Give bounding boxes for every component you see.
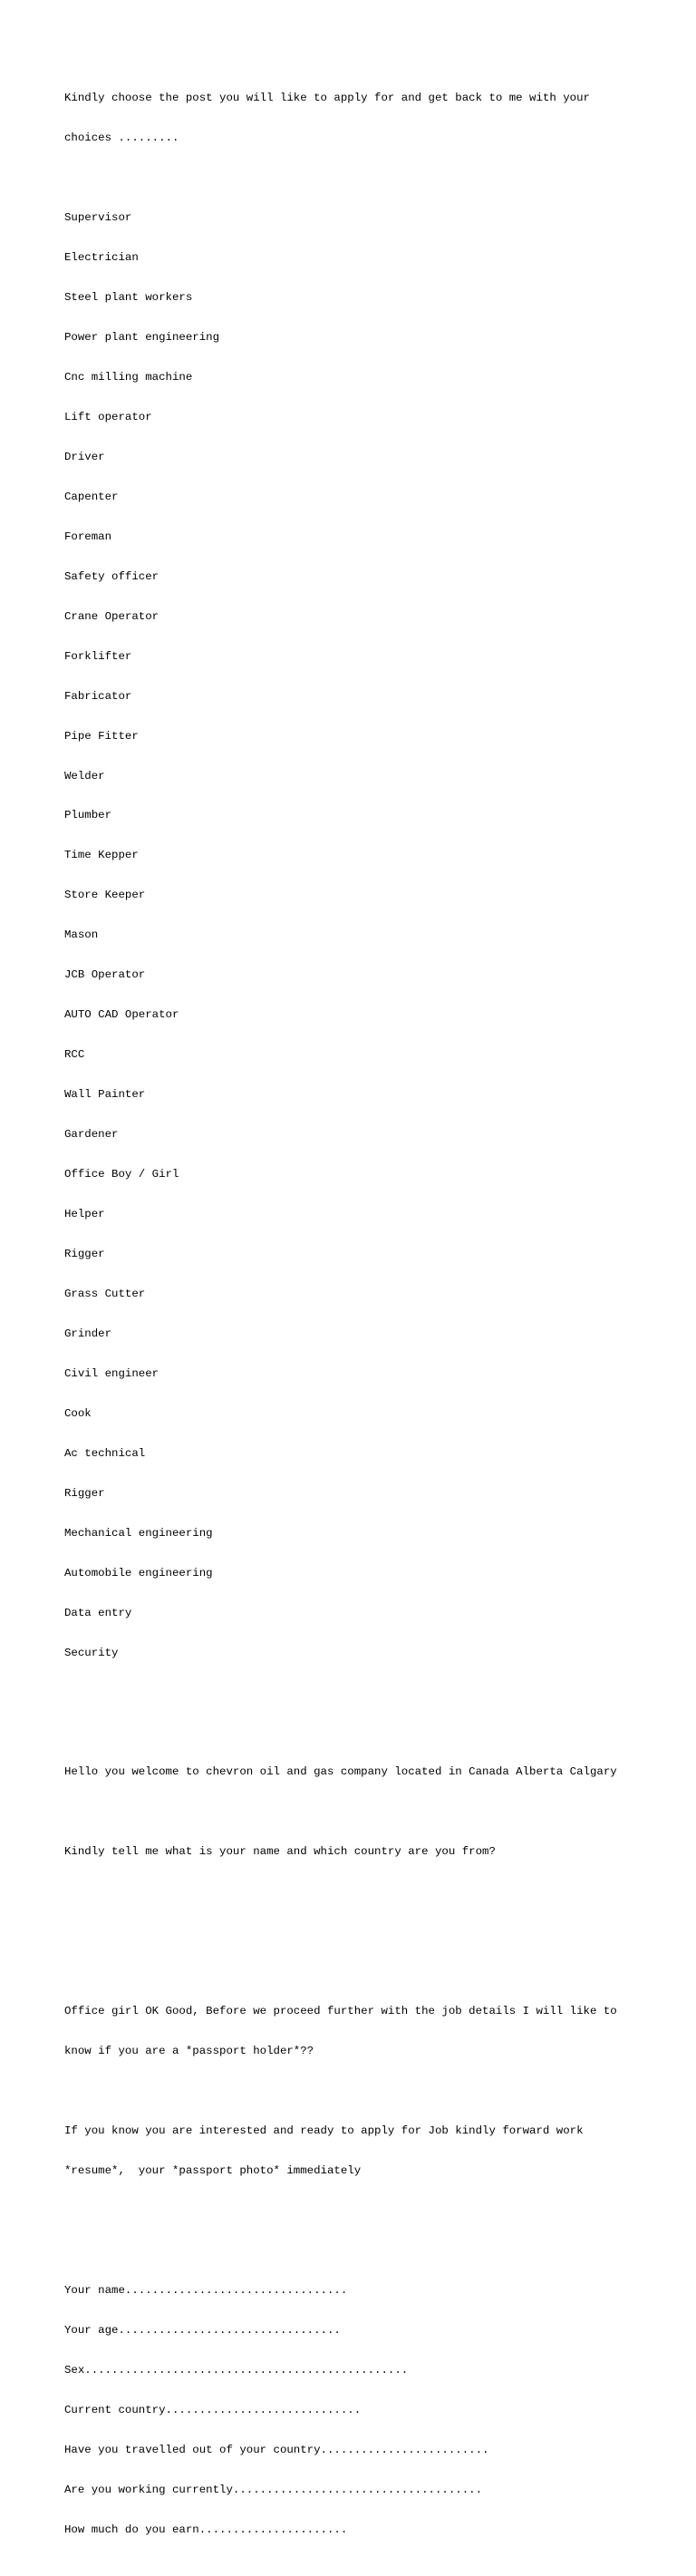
post-item: Capenter xyxy=(64,490,119,503)
form-field-sex: Sex................................................ xyxy=(64,2363,409,2377)
post-item: Welder xyxy=(64,769,105,783)
post-item: Time Kepper xyxy=(64,849,139,862)
post-item: Power plant engineering xyxy=(64,331,220,345)
intro-line-2: choices ......... xyxy=(64,131,179,145)
form-field-country: Current country............................. xyxy=(64,2403,362,2416)
blank-line xyxy=(64,2085,662,2098)
blank-line xyxy=(64,1965,662,1978)
passport-question-line-1: Office girl OK Good, Before we proceed further with the job details I will like to xyxy=(64,2005,617,2018)
post-item: AUTO CAD Operator xyxy=(64,1008,179,1022)
post-item: Store Keeper xyxy=(64,889,146,902)
post-item: Rigger xyxy=(64,1247,105,1260)
forward-request-line-1: If you know you are interested and ready to apply for Job kindly forward work xyxy=(64,2124,584,2137)
post-item: Civil engineer xyxy=(64,1366,160,1380)
post-item: JCB Operator xyxy=(64,968,146,982)
form-field-working: Are you working currently..................................... xyxy=(64,2483,483,2496)
post-item: Fabricator xyxy=(64,689,132,703)
post-item: Security xyxy=(64,1646,119,1659)
applicant-form xyxy=(64,2257,662,2562)
post-item: Automobile engineering xyxy=(64,1566,213,1580)
post-item: Data entry xyxy=(64,1606,132,1619)
post-item: Lift operator xyxy=(64,410,152,423)
intro-line-1: Kindly choose the post you will like to apply for and get back to me with your xyxy=(64,92,590,105)
forward-request-line-2: *resume*, your *passport photo* immediately xyxy=(64,2163,362,2177)
ask-name-message: Kindly tell me what is your name and which country are you from? xyxy=(64,1845,496,1859)
post-item: Pipe Fitter xyxy=(64,729,139,743)
document-body xyxy=(64,65,662,2576)
form-field-name: Your name................................. xyxy=(64,2283,348,2297)
post-item: Cook xyxy=(64,1406,92,1420)
post-item: RCC xyxy=(64,1048,85,1062)
post-item: Cnc milling machine xyxy=(64,371,193,384)
post-item: Safety officer xyxy=(64,569,160,583)
post-item: Crane Operator xyxy=(64,609,160,623)
post-item: Supervisor xyxy=(64,211,132,225)
post-item: Electrician xyxy=(64,251,139,265)
blank-line xyxy=(64,1885,662,1899)
post-item: Foreman xyxy=(64,530,112,543)
post-list xyxy=(64,185,662,1687)
post-item: Plumber xyxy=(64,809,112,822)
post-item: Rigger xyxy=(64,1486,105,1500)
post-item: Driver xyxy=(64,450,105,463)
post-item: Helper xyxy=(64,1208,105,1221)
post-item: Gardener xyxy=(64,1128,119,1142)
form-field-age: Your age................................. xyxy=(64,2323,341,2337)
post-item: Forklifter xyxy=(64,649,132,663)
blank-line xyxy=(64,1725,662,1739)
blank-line xyxy=(64,2204,662,2218)
blank-line xyxy=(64,1925,662,1939)
post-item: Grinder xyxy=(64,1327,112,1340)
post-item: Steel plant workers xyxy=(64,291,193,305)
welcome-message: Hello you welcome to chevron oil and gas company located in Canada Alberta Calgary xyxy=(64,1765,617,1779)
post-item: Office Boy / Girl xyxy=(64,1168,179,1181)
form-field-travel: Have you travelled out of your country......................... xyxy=(64,2443,489,2456)
post-item: Wall Painter xyxy=(64,1088,146,1102)
post-item: Grass Cutter xyxy=(64,1287,146,1300)
post-item: Ac technical xyxy=(64,1446,146,1460)
form-field-earnings: How much do you earn...................... xyxy=(64,2523,348,2536)
post-item: Mason xyxy=(64,928,99,942)
post-item: Mechanical engineering xyxy=(64,1526,213,1540)
passport-question-line-2: know if you are a *passport holder*?? xyxy=(64,2045,314,2058)
blank-line xyxy=(64,1805,662,1819)
